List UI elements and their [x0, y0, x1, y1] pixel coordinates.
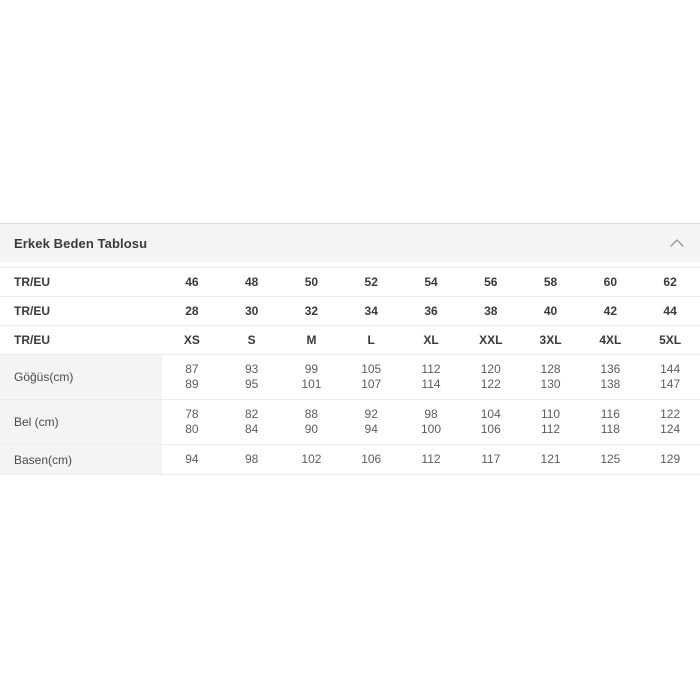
table-row: [0, 297, 700, 326]
size-value-cell: XS: [183, 333, 200, 347]
size-value-cell: 4XL: [599, 333, 622, 347]
measurement-value-line: 92: [364, 407, 378, 421]
measurement-label: Bel (cm): [0, 400, 162, 444]
table-row: [0, 326, 700, 355]
size-value-cell: 46: [185, 275, 199, 289]
measurement-value-line: 112: [421, 452, 441, 466]
measurement-value-cell: [580, 400, 640, 444]
measurement-value-cell: [222, 400, 282, 444]
measurement-value-line: 84: [244, 422, 259, 436]
measurement-value-cell: [282, 355, 342, 399]
measurement-value-cell: [461, 400, 521, 444]
size-value-cell: 30: [244, 304, 259, 318]
measurement-value-cell: [282, 445, 342, 474]
table-row: [0, 355, 700, 400]
size-system-label: TR/EU: [14, 333, 50, 347]
measurement-value-cell: [162, 355, 222, 399]
measurement-value-line: 102: [301, 452, 322, 466]
measurement-value-cell: [401, 445, 461, 474]
size-value-cell: 48: [244, 275, 259, 289]
size-value-cell: M: [306, 333, 317, 347]
measurement-value-cell: [341, 355, 401, 399]
size-value-cell: 54: [424, 275, 438, 289]
size-value-cell: L: [367, 333, 375, 347]
size-value-cell: 44: [663, 304, 677, 318]
measurement-value-line: 98: [244, 452, 259, 466]
measurement-value-line: 122: [480, 377, 501, 391]
measurement-value-line: 124: [660, 422, 681, 436]
measurement-value-line: 105: [361, 362, 382, 376]
table-row: [0, 268, 700, 297]
measurement-value-line: 106: [480, 422, 501, 436]
measurement-value-cell: [580, 445, 640, 474]
measurement-value-line: 120: [480, 362, 501, 376]
measurement-value-line: 82: [244, 407, 259, 421]
measurement-value-line: 80: [185, 422, 199, 436]
measurement-value-line: 122: [660, 407, 681, 421]
size-system-label: TR/EU: [14, 275, 50, 289]
measurement-value-line: 112: [540, 422, 561, 436]
size-value-cell: 40: [543, 304, 558, 318]
measurement-value-line: 104: [480, 407, 501, 421]
measurement-value-cell: [222, 355, 282, 399]
measurement-value-line: 100: [420, 422, 441, 436]
measurement-value-cell: [341, 400, 401, 444]
size-value-cell: 32: [304, 304, 319, 318]
size-value-cell: 34: [364, 304, 378, 318]
measurement-value-line: 110: [540, 407, 561, 421]
measurement-value-cell: [461, 355, 521, 399]
size-system-label: TR/EU: [14, 304, 50, 318]
table-row: [0, 445, 700, 475]
size-value-cell: S: [247, 333, 256, 347]
measurement-value-line: 90: [304, 422, 319, 436]
measurement-value-cell: [341, 445, 401, 474]
accordion-header[interactable]: [0, 223, 700, 262]
size-value-cell: 50: [304, 275, 319, 289]
measurement-value-cell: [521, 355, 581, 399]
measurement-value-line: 121: [540, 452, 561, 466]
size-table: [0, 267, 700, 475]
size-value-cell: XXL: [479, 333, 503, 347]
measurement-value-line: 93: [244, 362, 259, 376]
size-value-cell: 62: [663, 275, 677, 289]
measurement-value-line: 130: [540, 377, 561, 391]
measurement-value-line: 125: [600, 452, 621, 466]
size-value-cell: 60: [603, 275, 617, 289]
size-value-cell: 42: [603, 304, 617, 318]
measurement-value-line: 106: [361, 452, 382, 466]
measurement-value-line: 138: [600, 377, 621, 391]
measurement-value-cell: [222, 445, 282, 474]
measurement-value-cell: [640, 355, 700, 399]
measurement-value-line: 118: [600, 422, 620, 436]
measurement-value-cell: [162, 445, 222, 474]
measurement-value-line: 101: [301, 377, 322, 391]
measurement-value-line: 98: [424, 407, 438, 421]
size-value-cell: 28: [185, 304, 199, 318]
measurement-value-cell: [401, 400, 461, 444]
measurement-value-cell: [282, 400, 342, 444]
measurement-value-line: 116: [600, 407, 620, 421]
measurement-value-line: 136: [600, 362, 621, 376]
measurement-value-line: 89: [185, 377, 199, 391]
size-value-cell: XL: [423, 333, 439, 347]
size-value-cell: 38: [484, 304, 498, 318]
measurement-value-line: 87: [185, 362, 199, 376]
measurement-value-line: 112: [421, 362, 441, 376]
measurement-value-line: 147: [660, 377, 681, 391]
chevron-up-icon[interactable]: [666, 235, 688, 251]
measurement-value-line: 117: [481, 452, 501, 466]
measurement-label: Göğüs(cm): [0, 355, 162, 399]
measurement-value-cell: [580, 355, 640, 399]
size-chart-accordion: [0, 223, 700, 475]
measurement-value-line: 114: [421, 377, 441, 391]
measurement-value-cell: [521, 445, 581, 474]
measurement-value-line: 78: [185, 407, 199, 421]
measurement-label: Basen(cm): [0, 445, 162, 474]
size-value-cell: 56: [484, 275, 498, 289]
measurement-value-cell: [640, 400, 700, 444]
measurement-value-line: 128: [540, 362, 561, 376]
size-value-cell: 5XL: [659, 333, 682, 347]
measurement-value-line: 94: [185, 452, 199, 466]
measurement-value-line: 129: [660, 452, 681, 466]
accordion-title: Erkek Beden Tablosu: [14, 235, 148, 251]
size-value-cell: 52: [364, 275, 378, 289]
measurement-value-line: 99: [304, 362, 319, 376]
measurement-value-line: 107: [361, 377, 382, 391]
measurement-value-line: 95: [244, 377, 259, 391]
measurement-value-cell: [401, 355, 461, 399]
size-value-cell: 36: [424, 304, 438, 318]
measurement-value-line: 144: [660, 362, 681, 376]
size-value-cell: 58: [543, 275, 558, 289]
table-row: [0, 400, 700, 445]
measurement-value-cell: [521, 400, 581, 444]
measurement-value-line: 94: [364, 422, 378, 436]
measurement-value-cell: [162, 400, 222, 444]
measurement-value-cell: [461, 445, 521, 474]
size-value-cell: 3XL: [539, 333, 562, 347]
measurement-value-cell: [640, 445, 700, 474]
measurement-value-line: 88: [304, 407, 319, 421]
